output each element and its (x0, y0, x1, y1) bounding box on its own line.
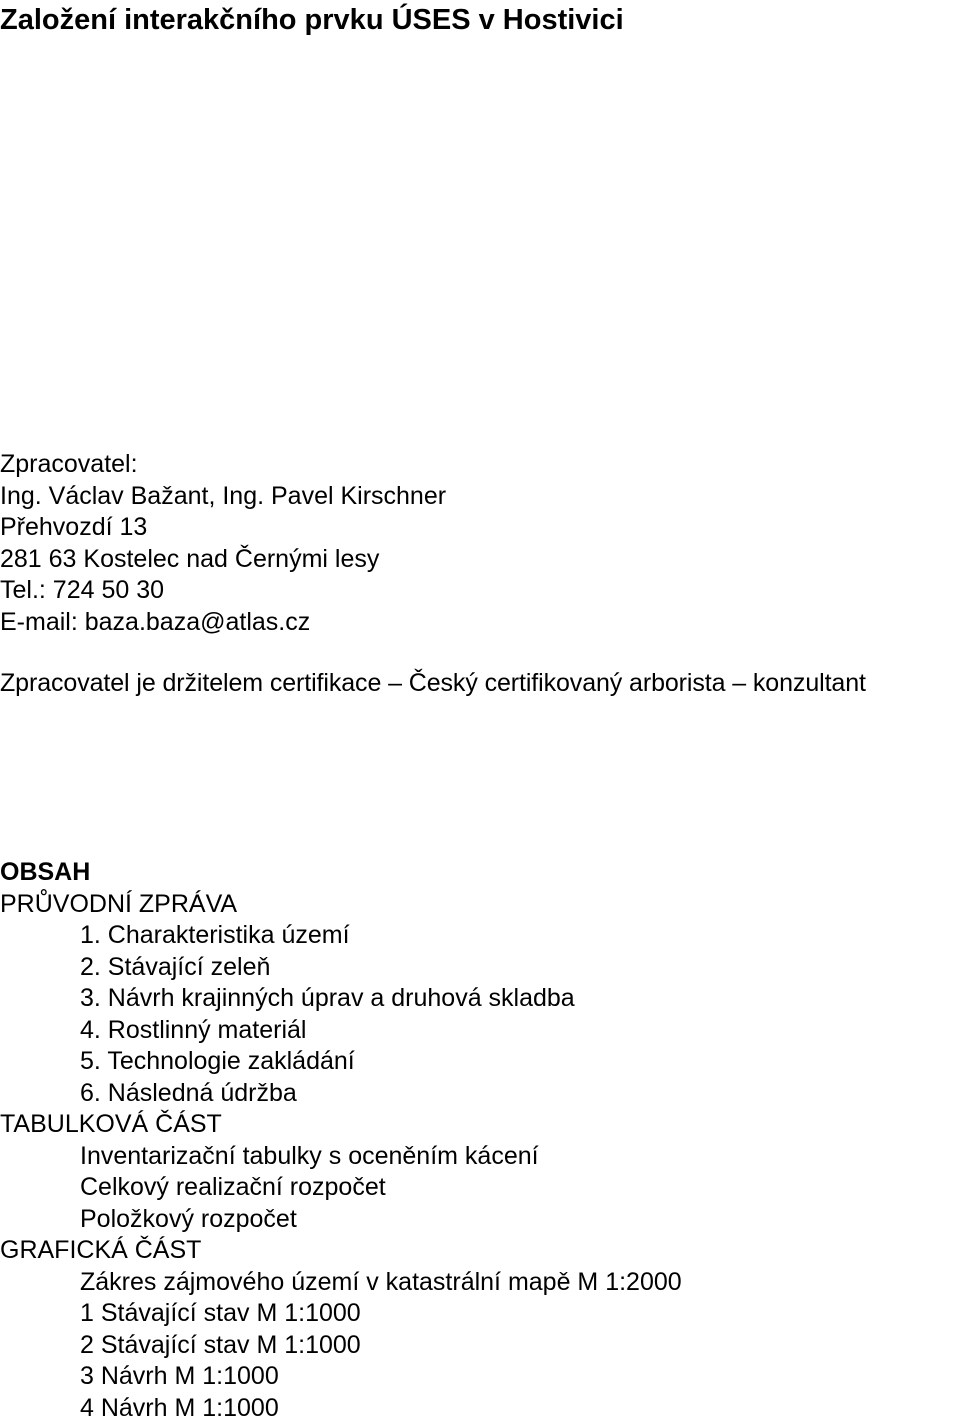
author-email: E-mail: baza.baza@atlas.cz (0, 607, 446, 639)
author-street: Přehvozdí 13 (0, 512, 446, 544)
toc-item: 3 Návrh M 1:1000 (0, 1361, 682, 1393)
toc-item: 2 Stávající stav M 1:1000 (0, 1330, 682, 1362)
toc-item: Položkový rozpočet (0, 1204, 682, 1236)
toc-item: 5. Technologie zakládání (0, 1046, 682, 1078)
author-city: 281 63 Kostelec nad Černými lesy (0, 544, 446, 576)
author-label: Zpracovatel: (0, 449, 446, 481)
toc-item: Inventarizační tabulky s oceněním kácení (0, 1141, 682, 1173)
toc-item: 2. Stávající zeleň (0, 952, 682, 984)
author-phone: Tel.: 724 50 30 (0, 575, 446, 607)
author-block (0, 449, 446, 638)
toc-item: Celkový realizační rozpočet (0, 1172, 682, 1204)
toc-item: 6. Následná údržba (0, 1078, 682, 1110)
table-of-contents (0, 857, 682, 1424)
toc-heading: OBSAH (0, 857, 682, 889)
toc-section-title: PRŮVODNÍ ZPRÁVA (0, 889, 682, 921)
toc-item: 1. Charakteristika území (0, 920, 682, 952)
toc-section-title: TABULKOVÁ ČÁST (0, 1109, 682, 1141)
toc-item: 1 Stávající stav M 1:1000 (0, 1298, 682, 1330)
toc-section-title: GRAFICKÁ ČÁST (0, 1235, 682, 1267)
document-title: Založení interakčního prvku ÚSES v Hostivici (0, 2, 624, 38)
author-names: Ing. Václav Bažant, Ing. Pavel Kirschner (0, 481, 446, 513)
toc-item: 4 Návrh M 1:1000 (0, 1393, 682, 1424)
certification-statement: Zpracovatel je držitelem certifikace – Český certifikovaný arborista – konzultant (0, 667, 866, 699)
toc-item: 4. Rostlinný materiál (0, 1015, 682, 1047)
toc-item: 3. Návrh krajinných úprav a druhová skladba (0, 983, 682, 1015)
toc-item: Zákres zájmového území v katastrální mapě M 1:2000 (0, 1267, 682, 1299)
